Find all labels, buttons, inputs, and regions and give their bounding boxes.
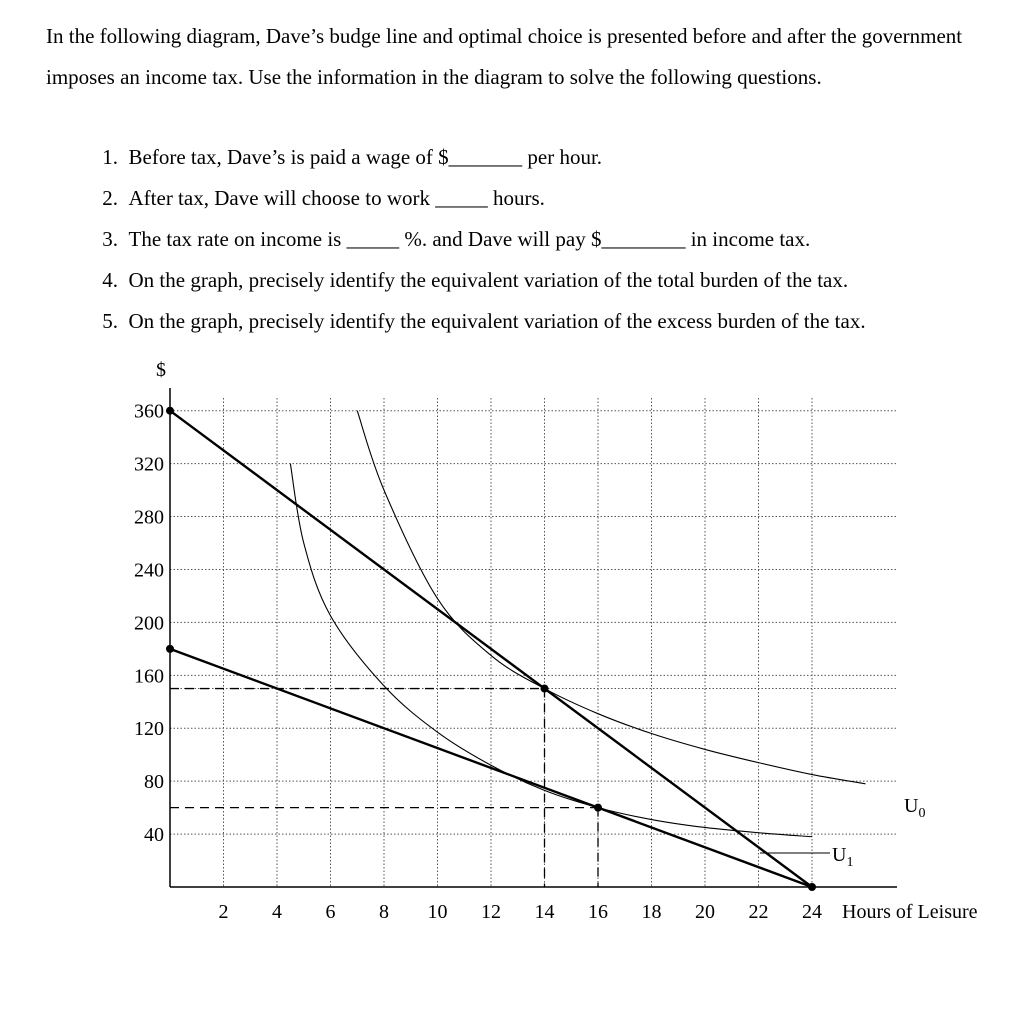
question-text: On the graph, precisely identify the equivalent variation of the total burden of the tax. <box>128 268 849 292</box>
x-tick-label: 12 <box>481 901 501 923</box>
question-text: After tax, Dave will choose to work _____ hours. <box>128 186 545 210</box>
intro-paragraph: In the following diagram, Dave’s budge line and optimal choice is presented before and after the government imposes an income tax. Use the information in the diagram to solve the following questions. <box>46 24 963 89</box>
data-point <box>166 645 174 653</box>
data-point <box>166 407 174 415</box>
x-tick-label: 22 <box>748 901 769 923</box>
curve-label-base: U <box>904 795 919 817</box>
question-number: 3. <box>102 227 118 251</box>
question-text: Before tax, Dave’s is paid a wage of $_______ per hour. <box>128 145 603 169</box>
data-point <box>808 883 816 891</box>
y-tick-label: 80 <box>144 771 164 794</box>
question-number: 5. <box>102 309 118 333</box>
x-tick-label: 2 <box>218 901 229 923</box>
y-tick-label: 320 <box>134 453 164 476</box>
y-tick-label: 360 <box>134 400 164 423</box>
y-tick-label: 240 <box>134 559 164 582</box>
u0-label <box>904 795 925 821</box>
y-tick-label: 40 <box>144 824 164 847</box>
x-tick-label: 14 <box>534 901 555 923</box>
data-point <box>594 804 602 812</box>
y-tick-label: 280 <box>134 506 164 529</box>
labels <box>134 359 978 923</box>
curve-label-subscript: 0 <box>918 806 926 821</box>
x-axis-label: Hours of Leisure <box>842 901 978 923</box>
x-tick-label: 6 <box>325 901 336 923</box>
x-tick-label: 20 <box>695 901 715 923</box>
x-tick-label: 18 <box>641 901 662 923</box>
data-point <box>541 685 549 693</box>
x-tick-label: 24 <box>802 901 822 923</box>
x-tick-label: 10 <box>427 901 448 923</box>
curve-label-base: U <box>832 844 847 866</box>
axes <box>170 388 897 887</box>
question-number: 4. <box>102 268 118 292</box>
y-axis-label: $ <box>156 359 166 381</box>
x-tick-label: 4 <box>272 901 282 923</box>
question-text: The tax rate on income is _____ %. and Dave will pay $________ in income tax. <box>128 227 811 251</box>
grid <box>170 398 897 887</box>
budget-line-after-tax <box>170 649 812 887</box>
question-number: 1. <box>102 145 118 169</box>
y-tick-label: 160 <box>134 665 164 688</box>
question-number: 2. <box>102 186 118 210</box>
curve-label-subscript: 1 <box>846 855 854 870</box>
series <box>170 411 866 887</box>
u1-label <box>832 844 853 870</box>
x-tick-label: 16 <box>588 901 608 923</box>
y-tick-label: 200 <box>134 612 164 635</box>
y-tick-label: 120 <box>134 718 164 741</box>
x-tick-label: 8 <box>379 901 389 923</box>
question-text: On the graph, precisely identify the equivalent variation of the excess burden of the tax. <box>128 309 866 333</box>
